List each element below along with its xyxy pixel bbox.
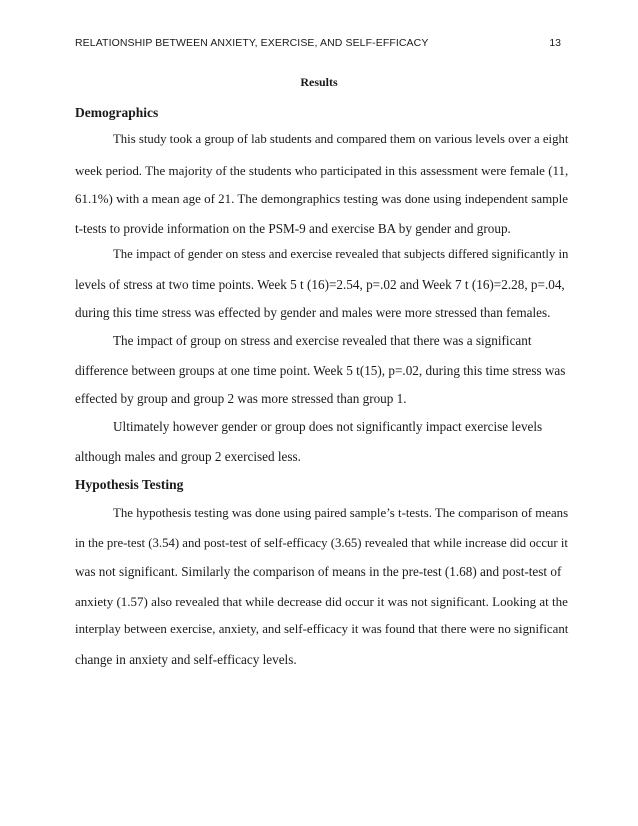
results-heading: Results <box>300 75 338 89</box>
paragraph-line: change in anxiety and self-efficacy levels. <box>75 652 297 667</box>
paragraph-line: in the pre-test (3.54) and post-test of self-efficacy (3.65) revealed that while increase did occur it <box>75 536 568 550</box>
section-heading-demographics: Demographics <box>75 105 159 120</box>
paragraph-line: during this time stress was effected by gender and males were more stressed than females. <box>75 305 551 320</box>
paragraph-line: difference between groups at one time point. Week 5 t(15), p=.02, during this time stress was <box>75 363 566 378</box>
paragraph-line: levels of stress at two time points. Week 5 t (16)=2.54, p=.02 and Week 7 t (16)=2.28, p=.04, <box>75 277 565 292</box>
section-heading-hypothesis-testing: Hypothesis Testing <box>75 477 184 492</box>
paragraph-line: Ultimately however gender or group does not significantly impact exercise levels <box>113 419 543 434</box>
paragraph-line: The hypothesis testing was done using paired sample’s t-tests. The comparison of means <box>113 506 569 520</box>
paragraph-line: t-tests to provide information on the PSM-9 and exercise BA by gender and group. <box>75 221 511 236</box>
paragraph-line: The impact of gender on stess and exercise revealed that subjects differed significantly in <box>113 247 569 261</box>
paragraph-line: This study took a group of lab students and compared them on various levels over a eight <box>113 132 569 146</box>
paragraph-line: week period. The majority of the students who participated in this assessment were female (11, <box>75 163 569 178</box>
paragraph-line: interplay between exercise, anxiety, and self-efficacy it was found that there were no significant <box>75 622 569 636</box>
page-number: 13 <box>549 37 561 49</box>
running-head: RELATIONSHIP BETWEEN ANXIETY, EXERCISE, AND SELF-EFFICACY <box>75 37 429 49</box>
paragraph-line: 61.1%) with a mean age of 21. The demongraphics testing was done using independent sample <box>75 191 569 206</box>
paragraph-line: anxiety (1.57) also revealed that while decrease did occur it was not significant. Looking at the <box>75 594 568 609</box>
paragraph-line: effected by group and group 2 was more stressed than group 1. <box>75 391 407 406</box>
paragraph-line: was not significant. Similarly the comparison of means in the pre-test (1.68) and post-test of <box>75 564 562 579</box>
paragraph-line: The impact of group on stress and exercise revealed that there was a significant <box>113 333 532 348</box>
paragraph-line: although males and group 2 exercised less. <box>75 449 301 464</box>
